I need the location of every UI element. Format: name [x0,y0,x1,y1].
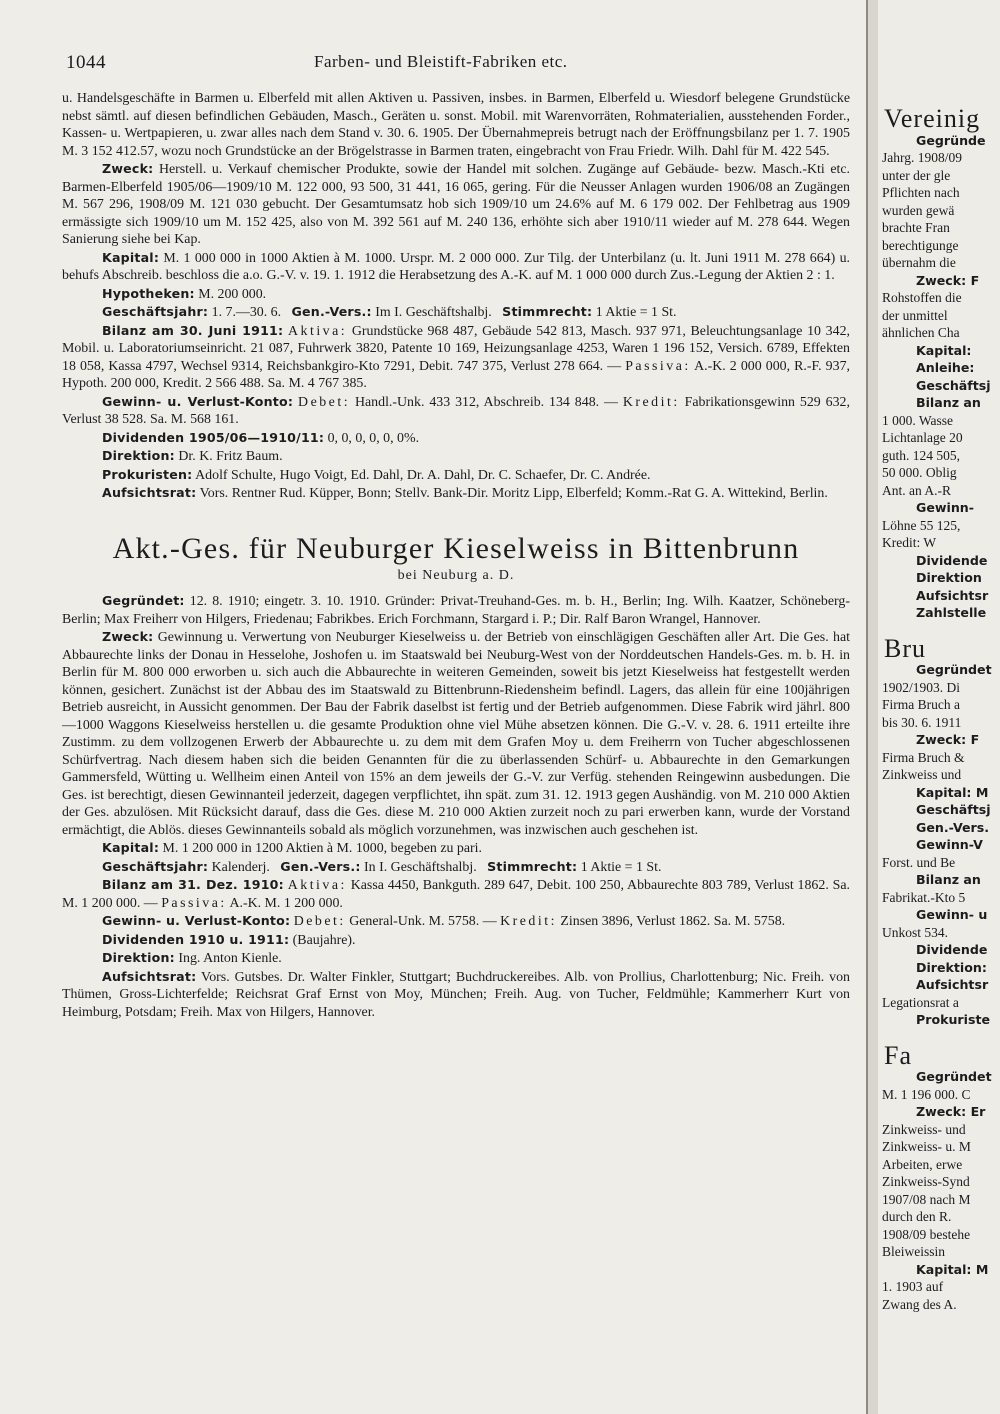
adjacent-line: Geschäftsj [916,377,991,393]
adjacent-line: bis 30. 6. 1911 [882,714,962,730]
company2-subtitle: bei Neuburg a. D. [397,567,515,583]
adjacent-line: Arbeiten, erwe [882,1156,963,1172]
adjacent-line: Gewinn-V [916,837,983,852]
adjacent-line: Anleihe: [916,360,975,375]
adjacent-line: Zweck: Er [916,1104,986,1119]
adjacent-line: 1907/08 nach M [882,1191,971,1207]
adjacent-line: Löhne 55 125, [882,517,961,533]
company1-guv: Gewinn- u. Verlust-Konto: Debet: Handl.-Unk. 433 312, Abschreib. 134 848. — Kredit: Fabrikationsgewinn 529 632, Verlust 38 528. Sa. M. 568 161. [62,393,850,427]
adjacent-line: Rohstoffen die [882,290,962,305]
company2-kapital: Kapital: M. 1 200 000 in 1200 Aktien à M. 1000, begeben zu pari. [102,840,482,856]
adjacent-heading: Vereinig [884,104,981,133]
company1-kapital: Kapital: M. 1 000 000 in 1000 Aktien à M. 1000. Urspr. M. 2 000 000. Zur Tilg. der Unterbilanz (u. lt. Juni 1911 M. 278 664) u. behufs Abschreib. beschloss die a.o. G.-V. v. 19. 1. 1912 die Herabsetzung des A.-K. auf M. 1 000 000 durch Zus.-Legung der Aktien 2 : 1. [62,249,850,283]
adjacent-line: Zahlstelle [916,605,987,620]
adjacent-line: Unkost 534. [882,924,949,940]
page-number: 1044 [66,52,106,73]
adjacent-line: 1902/1903. Di [882,679,961,695]
company2-zweck: Zweck: Gewinnung u. Verwertung von Neuburger Kieselweiss u. der Betrieb von einschlägigen Geschäften aller Art. Die Ges. hat Abbaurechte links der Donau in Hesselohe, Joshofen u. im Staatswald bei Neuburg-West von der Norddeutschen Handels-Ges. m. b. H. in Berlin für M. 800 000 erworben u. sich auch die Abbaurechte in weiteren Gemeinden, soweit bis jetzt Kieselweiss hat festgestellt werden können, gesichert. Zunächst ist der Abbau des im Staatswald zu Bittenbrunn-Riedensheim befindl. Lagers, das allein für eine 100jährigen Betrieb ausreicht, in Aussicht genommen. Der Bau der Fabrik daselbst ist fertig und der Betrieb aufgenommen. Diese Fabrik wird jährl. 800—1000 Waggons Kieselweiss herstellen u. die gesamte Produktion ohne viel Mühe absetzen können. Die G.-V. v. 28. 6. 1911 erteilte ihre Zustimm. zu dem vollzogenen Erwerb der Abbaurechte u. zu dem mit dem Grafen Moy u. dem Freiherrn von Tucher abgeschlossenen Schürfvertrag. Nach diesem haben sich die beiden Genannten für die zu überlassenden Schürf- u. Abbaurechte in den Gemarkungen Gammersfeld, Wütting u. Wellheim einen Anteil von 15% an dem jeweils der G.-V. zur Verfüg. stehenden Reingewinn ausbedungen. Die Ges. ist berechtigt, diesen Gewinnanteil jederzeit, dagegen verpflichtet, ihn spät. zum 31. 12. 1913 gegen Aushändig. von M. 210 000 Aktien der Ges. abzulösen. Mit Rücksicht darauf, dass die Ges. diese M. 210 000 Aktien zurzeit noch zu pari erwerben kann, wurde der Vorstand ermächtigt, die Ablös. dieses Gewinnanteils sobald als möglich vorzunehmen, was inzwischen auch geschehen ist. [62,629,850,838]
company2-gegruendet: Gegründet: 12. 8. 1910; eingetr. 3. 10. 1910. Gründer: Privat-Treuhand-Ges. m. b. H., Berlin; Ing. Wilh. Kaatzer, Schöneberg-Berlin; Max Freiherr von Hilgers, Friedenau; Fabrikbes. Erich Forchmann, Stargard i. P.; Dir. Ralf Baron Wrangel, Hannover. [62,593,850,627]
adjacent-line: Prokuriste [916,1012,991,1027]
company1-intro: u. Handelsgeschäfte in Barmen u. Elberfeld mit allen Aktiven u. Passiven, insbes. in Barmen, Elberfeld u. Wiesdorf belegene Grundstücke nebst sämtl. auf diesen befindlichen Gebäuden, Masch., Geräten u. sonst. Mobil. mit Warenvorräten, Rohmaterialien, ausstehenden Forder., Kassen- u. Wertpapieren, u. zwar alles nach dem Stand v. 30. 6. 1905. Der Übernahmepreis betrugt nach der Eröffnungsbilanz per 1. 7. 1905 M. 3 152 412.57, wozu noch Grundstücke an der Brögelstrasse in Barmen traten, eingebracht von Frau Friedr. Wilh. Dahl für M. 422 545. [62,91,850,159]
company2-guv: Gewinn- u. Verlust-Konto: Debet: General-Unk. M. 5758. — Kredit: Zinsen 3896, Verlust 1862. Sa. M. 5758. [102,913,786,929]
adjacent-line: Ant. an A.-R [882,482,951,498]
adjacent-line: Bilanz an [916,395,981,410]
company1-bilanz: Bilanz am 30. Juni 1911: Aktiva: Grundstücke 968 487, Gebäude 542 813, Masch. 937 971, Beleuchtungsanlage 10 342, Mobil. u. Laboratoriumseinricht. 21 087, Fuhrwerk 3820, Patente 10 169, Heizungsanlage 4253, Waren 1 196 152, Versich. 6789, Effekten 18 058, Kassa 4797, Wechsel 9314, Reichsbankgiro-Kto 7291, Debit. 747 375, Verlust 278 664. — Passiva: A.-K. 2 000 000, R.-F. 937, Hypoth. 200 000, Kredit. 2 566 488. Sa. M. 4 767 385. [62,322,850,391]
company1-hypotheken: Hypotheken: M. 200 000. [102,285,267,302]
adjacent-line: Bilanz an [916,872,981,887]
adjacent-line: Jahrg. 1908/09 [882,150,962,165]
adjacent-line: 1908/09 bestehe [882,1226,971,1242]
adjacent-line: Gegründet [916,662,992,677]
company1-zweck: Zweck: Herstell. u. Verkauf chemischer Produkte, sowie der Handel mit solchen. Zugänge auf Gebäude- bezw. Masch.-Kti etc. Barmen-Elberfeld 1905/06—1909/10 M. 122 000, 93 500, 31 441, 16 065, gering. Für die Neusser Anlagen wurden 1906/08 an Zugängen M. 567 296, 1908/09 M. 121 030 gebucht. Der Gesamtumsatz hob sich 1909/10 um 24.6% auf M. 6 179 002. Der Fehlbetrag aus 1909 ermässigte sich 1909/10 um M. 152 425, also von M. 392 561 auf M. 240 136, erhöhte sich aber 1910/11 wieder auf M. 278 644. Wegen Sanierung siehe bei Kap. [62,161,850,247]
adjacent-line: Geschäftsj [916,802,991,817]
page-body [62,90,850,1021]
adjacent-line: Gen.-Vers. [916,819,990,835]
adjacent-line: unter der gle [882,167,951,183]
adjacent-line: Dividende [916,552,988,568]
adjacent-line: berechtigunge [882,237,959,253]
adjacent-page-lines [878,104,1000,1313]
adjacent-line: durch den R. [882,1209,952,1224]
adjacent-line: Lichtanlage 20 [882,430,963,445]
adjacent-line: 1 000. Wasse [882,412,954,428]
company2-aufsichtsrat: Aufsichtsrat: Vors. Gutsbes. Dr. Walter Finkler, Stuttgart; Buchdruckereibes. Alb. von Prollius, Charlottenburg; Nic. Freih. von Thümen, Gross-Lichterfelde; Reichsrat Graf Ernst von Moy, München; Freih. Aug. von Tucher, Feldmühle; Kammerherr Kurt von Heimburg, Potsdam; Freih. Max von Hilgers, Hannover. [62,968,850,1020]
adjacent-page-strip [878,0,1000,1414]
adjacent-line: Zinkweiss und [882,767,962,782]
adjacent-line: Aufsichtsr [916,587,989,603]
adjacent-line: Gewinn- [916,500,974,515]
company2-bilanz: Bilanz am 31. Dez. 1910: Aktiva: Kassa 4450, Bankguth. 289 647, Debit. 100 250, Abbaurechte 803 789, Verlust 1862. Sa. M. 1 200 000. — Passiva: A.-K. M. 1 200 000. [62,877,850,911]
adjacent-line: Pflichten nach [882,185,960,200]
adjacent-line: M. 1 196 000. C [882,1086,971,1102]
company2-direktion: Direktion: Ing. Anton Kienle. [102,950,282,966]
adjacent-line: Legationsrat a [882,994,959,1010]
adjacent-heading: Bru [884,633,926,663]
adjacent-line: Kredit: W [882,535,937,550]
adjacent-line: Firma Bruch & [882,749,965,765]
adjacent-line: Fabrikat.-Kto 5 [882,889,966,905]
company2-title: Akt.-Ges. für Neuburger Kieselweiss in Bittenbrunn [112,531,800,565]
adjacent-line: übernahm die [882,255,956,270]
adjacent-line: Zinkweiss-Synd [882,1174,970,1189]
adjacent-heading: Fa [884,1040,912,1070]
adjacent-line: Firma Bruch a [882,697,960,712]
adjacent-line: Gegründe [916,132,986,148]
running-title: Farben- und Bleistift-Fabriken etc. [314,52,568,71]
adjacent-line: der unmittel [882,307,948,323]
adjacent-line: Gegründet [916,1069,992,1084]
adjacent-line: 50 000. Oblig [882,465,957,480]
company1-geschaeftsjahr: Geschäftsjahr: 1. 7.—30. 6. Gen.-Vers.: Im I. Geschäftshalbj. Stimmrecht: 1 Aktie = 1 St. [102,304,677,320]
adjacent-line: Direktion: [916,959,987,975]
company1-prokuristen: Prokuristen: Adolf Schulte, Hugo Voigt, Ed. Dahl, Dr. A. Dahl, Dr. C. Schaefer, Dr. C. Andrée. [102,466,651,483]
adjacent-line: Zinkweiss- u. M [882,1139,971,1154]
adjacent-line: ähnlichen Cha [882,325,960,340]
adjacent-line: Dividende [916,942,988,957]
adjacent-line: Aufsichtsr [916,977,989,992]
adjacent-line: Direktion [916,570,982,585]
adjacent-line: brachte Fran [882,220,950,235]
company2-dividenden: Dividenden 1910 u. 1911: (Baujahre). [102,931,356,948]
adjacent-line: wurden gewä [882,202,955,218]
adjacent-line: Kapital: [916,342,972,358]
company1-aufsichtsrat: Aufsichtsrat: Vors. Rentner Rud. Küpper, Bonn; Stellv. Bank-Dir. Moritz Lipp, Elberfeld; Komm.-Rat G. A. Wittekind, Berlin. [102,485,828,501]
adjacent-line: Zweck: F [916,272,980,288]
company2-geschaeftsjahr: Geschäftsjahr: Kalenderj. Gen.-Vers.: In I. Geschäftshalbj. Stimmrecht: 1 Aktie = 1 St. [102,858,662,875]
adjacent-line: Zwang des A. [882,1296,957,1312]
adjacent-line: 1. 1903 auf [882,1279,944,1294]
adjacent-line: Bleiweissin [882,1244,945,1259]
adjacent-line: Zweck: F [916,732,980,747]
company1-dividenden: Dividenden 1905/06—1910/11: 0, 0, 0, 0, 0, 0%. [102,429,420,446]
adjacent-line: Forst. und Be [882,854,956,870]
company1-direktion: Direktion: Dr. K. Fritz Baum. [102,448,283,464]
adjacent-line: Kapital: M [916,1261,989,1277]
adjacent-line: guth. 124 505, [882,447,961,463]
adjacent-line: Gewinn- u [916,907,988,922]
adjacent-line: Kapital: M [916,784,989,800]
adjacent-line: Zinkweiss- und [882,1121,966,1137]
